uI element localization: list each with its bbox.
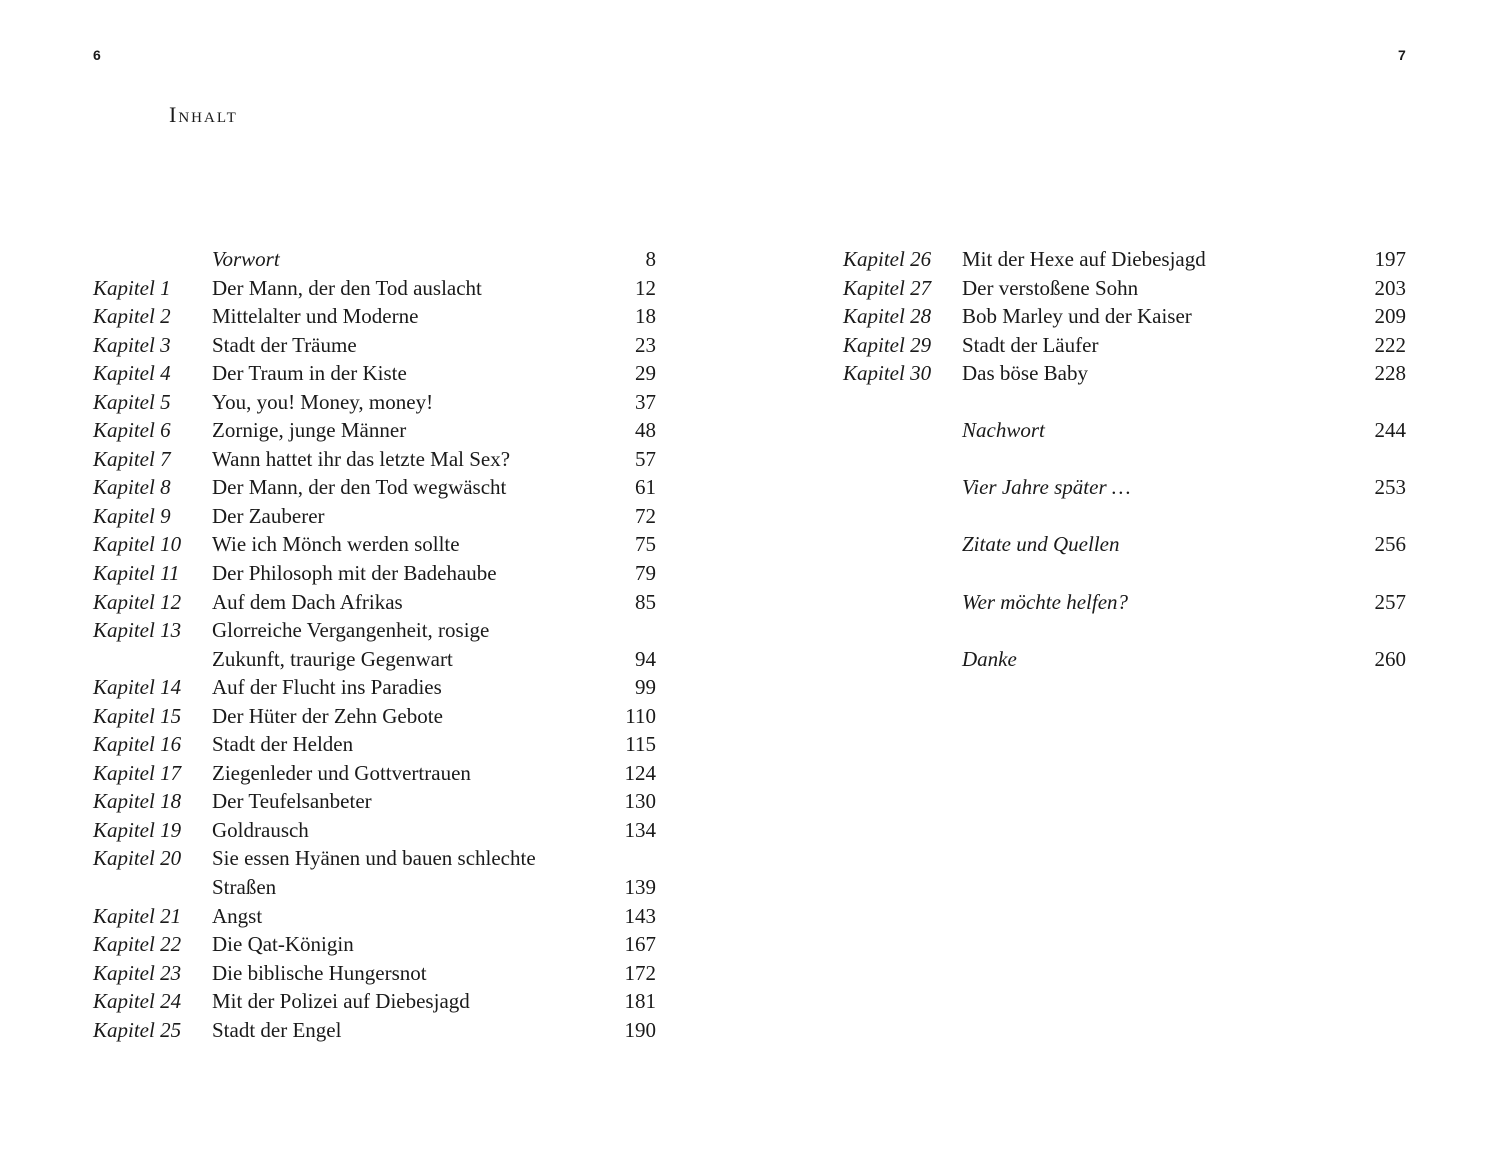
chapter-label: Kapitel 20 (93, 846, 182, 871)
toc-entry (93, 816, 656, 845)
toc-entry (843, 416, 1406, 445)
toc-entry (93, 959, 656, 988)
toc-entry (93, 702, 656, 731)
chapter-title: Stadt der Träume (212, 332, 357, 357)
page-ref: 228 (1374, 361, 1406, 386)
chapter-title-continued: Zukunft, traurige Gegenwart (212, 646, 453, 671)
chapter-title: Die Qat-Königin (212, 932, 354, 957)
toc-entry (843, 274, 1406, 303)
toc-right-column (843, 245, 1406, 673)
page-ref: 18 (635, 304, 656, 329)
page-ref: 99 (635, 675, 656, 700)
toc-entry (93, 302, 656, 331)
chapter-label: Kapitel 23 (93, 960, 182, 985)
toc-entry (93, 588, 656, 617)
toc-entry (93, 359, 656, 388)
chapter-title: Zitate und Quellen (962, 532, 1120, 557)
chapter-title: Mit der Hexe auf Diebesjagd (962, 247, 1206, 271)
page-ref: 37 (635, 389, 656, 414)
toc-entry (843, 473, 1406, 502)
chapter-label: Kapitel 13 (93, 618, 182, 643)
page-ref: 8 (645, 247, 656, 271)
chapter-title: Auf der Flucht ins Paradies (212, 675, 442, 700)
chapter-label: Kapitel 26 (843, 247, 932, 271)
page-number-right: 7 (1398, 47, 1406, 63)
page-ref: 172 (624, 960, 656, 985)
chapter-title: Der Mann, der den Tod auslacht (212, 275, 482, 300)
chapter-label: Kapitel 2 (93, 304, 171, 329)
page-ref: 72 (635, 503, 656, 528)
chapter-label: Kapitel 18 (93, 789, 182, 814)
toc-entry (93, 245, 656, 274)
chapter-title: Die biblische Hungersnot (212, 960, 427, 985)
toc-entry (843, 302, 1406, 331)
toc-entry (843, 645, 1406, 674)
chapter-label: Kapitel 8 (93, 475, 171, 500)
page-ref: 110 (625, 703, 656, 728)
page-title: Inhalt (169, 102, 238, 127)
chapter-title: Mit der Polizei auf Diebesjagd (212, 989, 470, 1014)
page-ref: 12 (635, 275, 656, 300)
chapter-label: Kapitel 11 (93, 561, 180, 586)
toc-entry (93, 987, 656, 1016)
page-ref: 244 (1374, 418, 1406, 443)
toc-entry (93, 930, 656, 959)
chapter-label: Kapitel 24 (93, 989, 182, 1014)
chapter-label: Kapitel 22 (93, 932, 182, 957)
toc-left-column (93, 245, 656, 1044)
chapter-title: Wann hattet ihr das letzte Mal Sex? (212, 446, 511, 471)
page-ref: 143 (624, 903, 656, 928)
toc-entry (843, 245, 1406, 274)
chapter-label: Kapitel 14 (93, 675, 182, 700)
toc-entry (93, 416, 656, 445)
toc-entry (93, 274, 656, 303)
page-ref: 124 (624, 760, 656, 785)
toc-entry-continuation (93, 873, 656, 902)
chapter-title: Angst (212, 903, 263, 928)
toc-entry (93, 388, 656, 417)
toc-entry (843, 331, 1406, 360)
toc-entry (93, 445, 656, 474)
page-ref: 253 (1374, 475, 1406, 500)
chapter-title: Zornige, junge Männer (212, 418, 407, 443)
chapter-label: Kapitel 4 (93, 361, 171, 386)
toc-entry (93, 730, 656, 759)
page-ref: 260 (1374, 646, 1406, 671)
toc-entry (843, 588, 1406, 617)
chapter-title: Stadt der Engel (212, 1017, 342, 1042)
page-ref: 197 (1374, 247, 1406, 271)
toc-entry (93, 902, 656, 931)
page-ref: 167 (624, 932, 656, 957)
chapter-label: Kapitel 7 (93, 446, 171, 471)
chapter-title: Der Philosoph mit der Badehaube (212, 561, 497, 586)
page-ref: 257 (1374, 589, 1406, 614)
chapter-title: Stadt der Helden (212, 732, 354, 757)
chapter-label: Kapitel 21 (93, 903, 182, 928)
chapter-title: Wie ich Mönch werden sollte (212, 532, 460, 557)
toc-entry (93, 844, 656, 873)
page-ref: 29 (635, 361, 656, 386)
chapter-title: Sie essen Hyänen und bauen schlechte (212, 846, 536, 871)
page-ref: 48 (635, 418, 656, 443)
chapter-label: Kapitel 25 (93, 1017, 182, 1042)
chapter-title: Ziegenleder und Gottvertrauen (212, 760, 471, 785)
chapter-title: Der Mann, der den Tod wegwäscht (212, 475, 507, 500)
page-ref: 115 (625, 732, 656, 757)
chapter-title-continued: Straßen (212, 875, 277, 900)
page-ref: 190 (624, 1017, 656, 1042)
page-ref: 57 (635, 446, 656, 471)
chapter-label: Kapitel 3 (93, 332, 171, 357)
toc-entry (93, 616, 656, 645)
page-ref: 85 (635, 589, 656, 614)
toc-entry (93, 473, 656, 502)
chapter-title: Das böse Baby (962, 361, 1088, 386)
chapter-label: Kapitel 9 (93, 503, 171, 528)
page-ref: 139 (624, 875, 656, 900)
chapter-label: Kapitel 6 (93, 418, 171, 443)
chapter-title: Stadt der Läufer (962, 332, 1099, 357)
chapter-title: Vorwort (212, 247, 280, 271)
toc-entry (93, 1016, 656, 1045)
page-ref: 61 (635, 475, 656, 500)
toc-entry (93, 759, 656, 788)
chapter-label: Kapitel 1 (93, 275, 171, 300)
toc-entry (93, 559, 656, 588)
chapter-title: Der Teufelsanbeter (212, 789, 372, 814)
chapter-label: Kapitel 10 (93, 532, 182, 557)
chapter-label: Kapitel 30 (843, 361, 932, 386)
chapter-title: Der verstoßene Sohn (962, 275, 1139, 300)
chapter-title: Mittelalter und Moderne (212, 304, 419, 329)
toc-entry (93, 502, 656, 531)
toc-entry-continuation (93, 645, 656, 674)
toc-entry (843, 530, 1406, 559)
page-ref: 130 (624, 789, 656, 814)
chapter-title: Der Traum in der Kiste (212, 361, 407, 386)
chapter-title: Der Hüter der Zehn Gebote (212, 703, 443, 728)
chapter-title: Glorreiche Vergangenheit, rosige (212, 618, 490, 643)
toc-entry (93, 331, 656, 360)
chapter-title: You, you! Money, money! (212, 389, 434, 414)
page-ref: 94 (635, 646, 656, 671)
page-ref: 203 (1374, 275, 1406, 300)
chapter-title: Bob Marley und der Kaiser (962, 304, 1192, 329)
chapter-label: Kapitel 28 (843, 304, 932, 329)
chapter-title: Auf dem Dach Afrikas (212, 589, 403, 614)
page-ref: 134 (624, 817, 656, 842)
chapter-label: Kapitel 5 (93, 389, 171, 414)
chapter-label: Kapitel 17 (93, 760, 182, 785)
page-ref: 181 (624, 989, 656, 1014)
chapter-label: Kapitel 15 (93, 703, 182, 728)
chapter-title: Goldrausch (212, 817, 309, 842)
page-number-left: 6 (93, 47, 101, 63)
toc-entry (93, 787, 656, 816)
page-ref: 222 (1374, 332, 1406, 357)
chapter-label: Kapitel 27 (843, 275, 932, 300)
chapter-label: Kapitel 16 (93, 732, 182, 757)
page-ref: 79 (635, 561, 656, 586)
page-ref: 209 (1374, 304, 1406, 329)
chapter-label: Kapitel 12 (93, 589, 182, 614)
page-ref: 23 (635, 332, 656, 357)
toc-entry (93, 530, 656, 559)
toc-entry (843, 359, 1406, 388)
chapter-title: Danke (962, 646, 1017, 671)
chapter-title: Der Zauberer (212, 503, 325, 528)
chapter-label: Kapitel 29 (843, 332, 932, 357)
toc-entry (93, 673, 656, 702)
chapter-label: Kapitel 19 (93, 817, 182, 842)
chapter-title: Wer möchte helfen? (962, 589, 1129, 614)
chapter-title: Vier Jahre später … (962, 475, 1131, 500)
page-ref: 256 (1374, 532, 1406, 557)
chapter-title: Nachwort (962, 418, 1045, 443)
page-ref: 75 (635, 532, 656, 557)
